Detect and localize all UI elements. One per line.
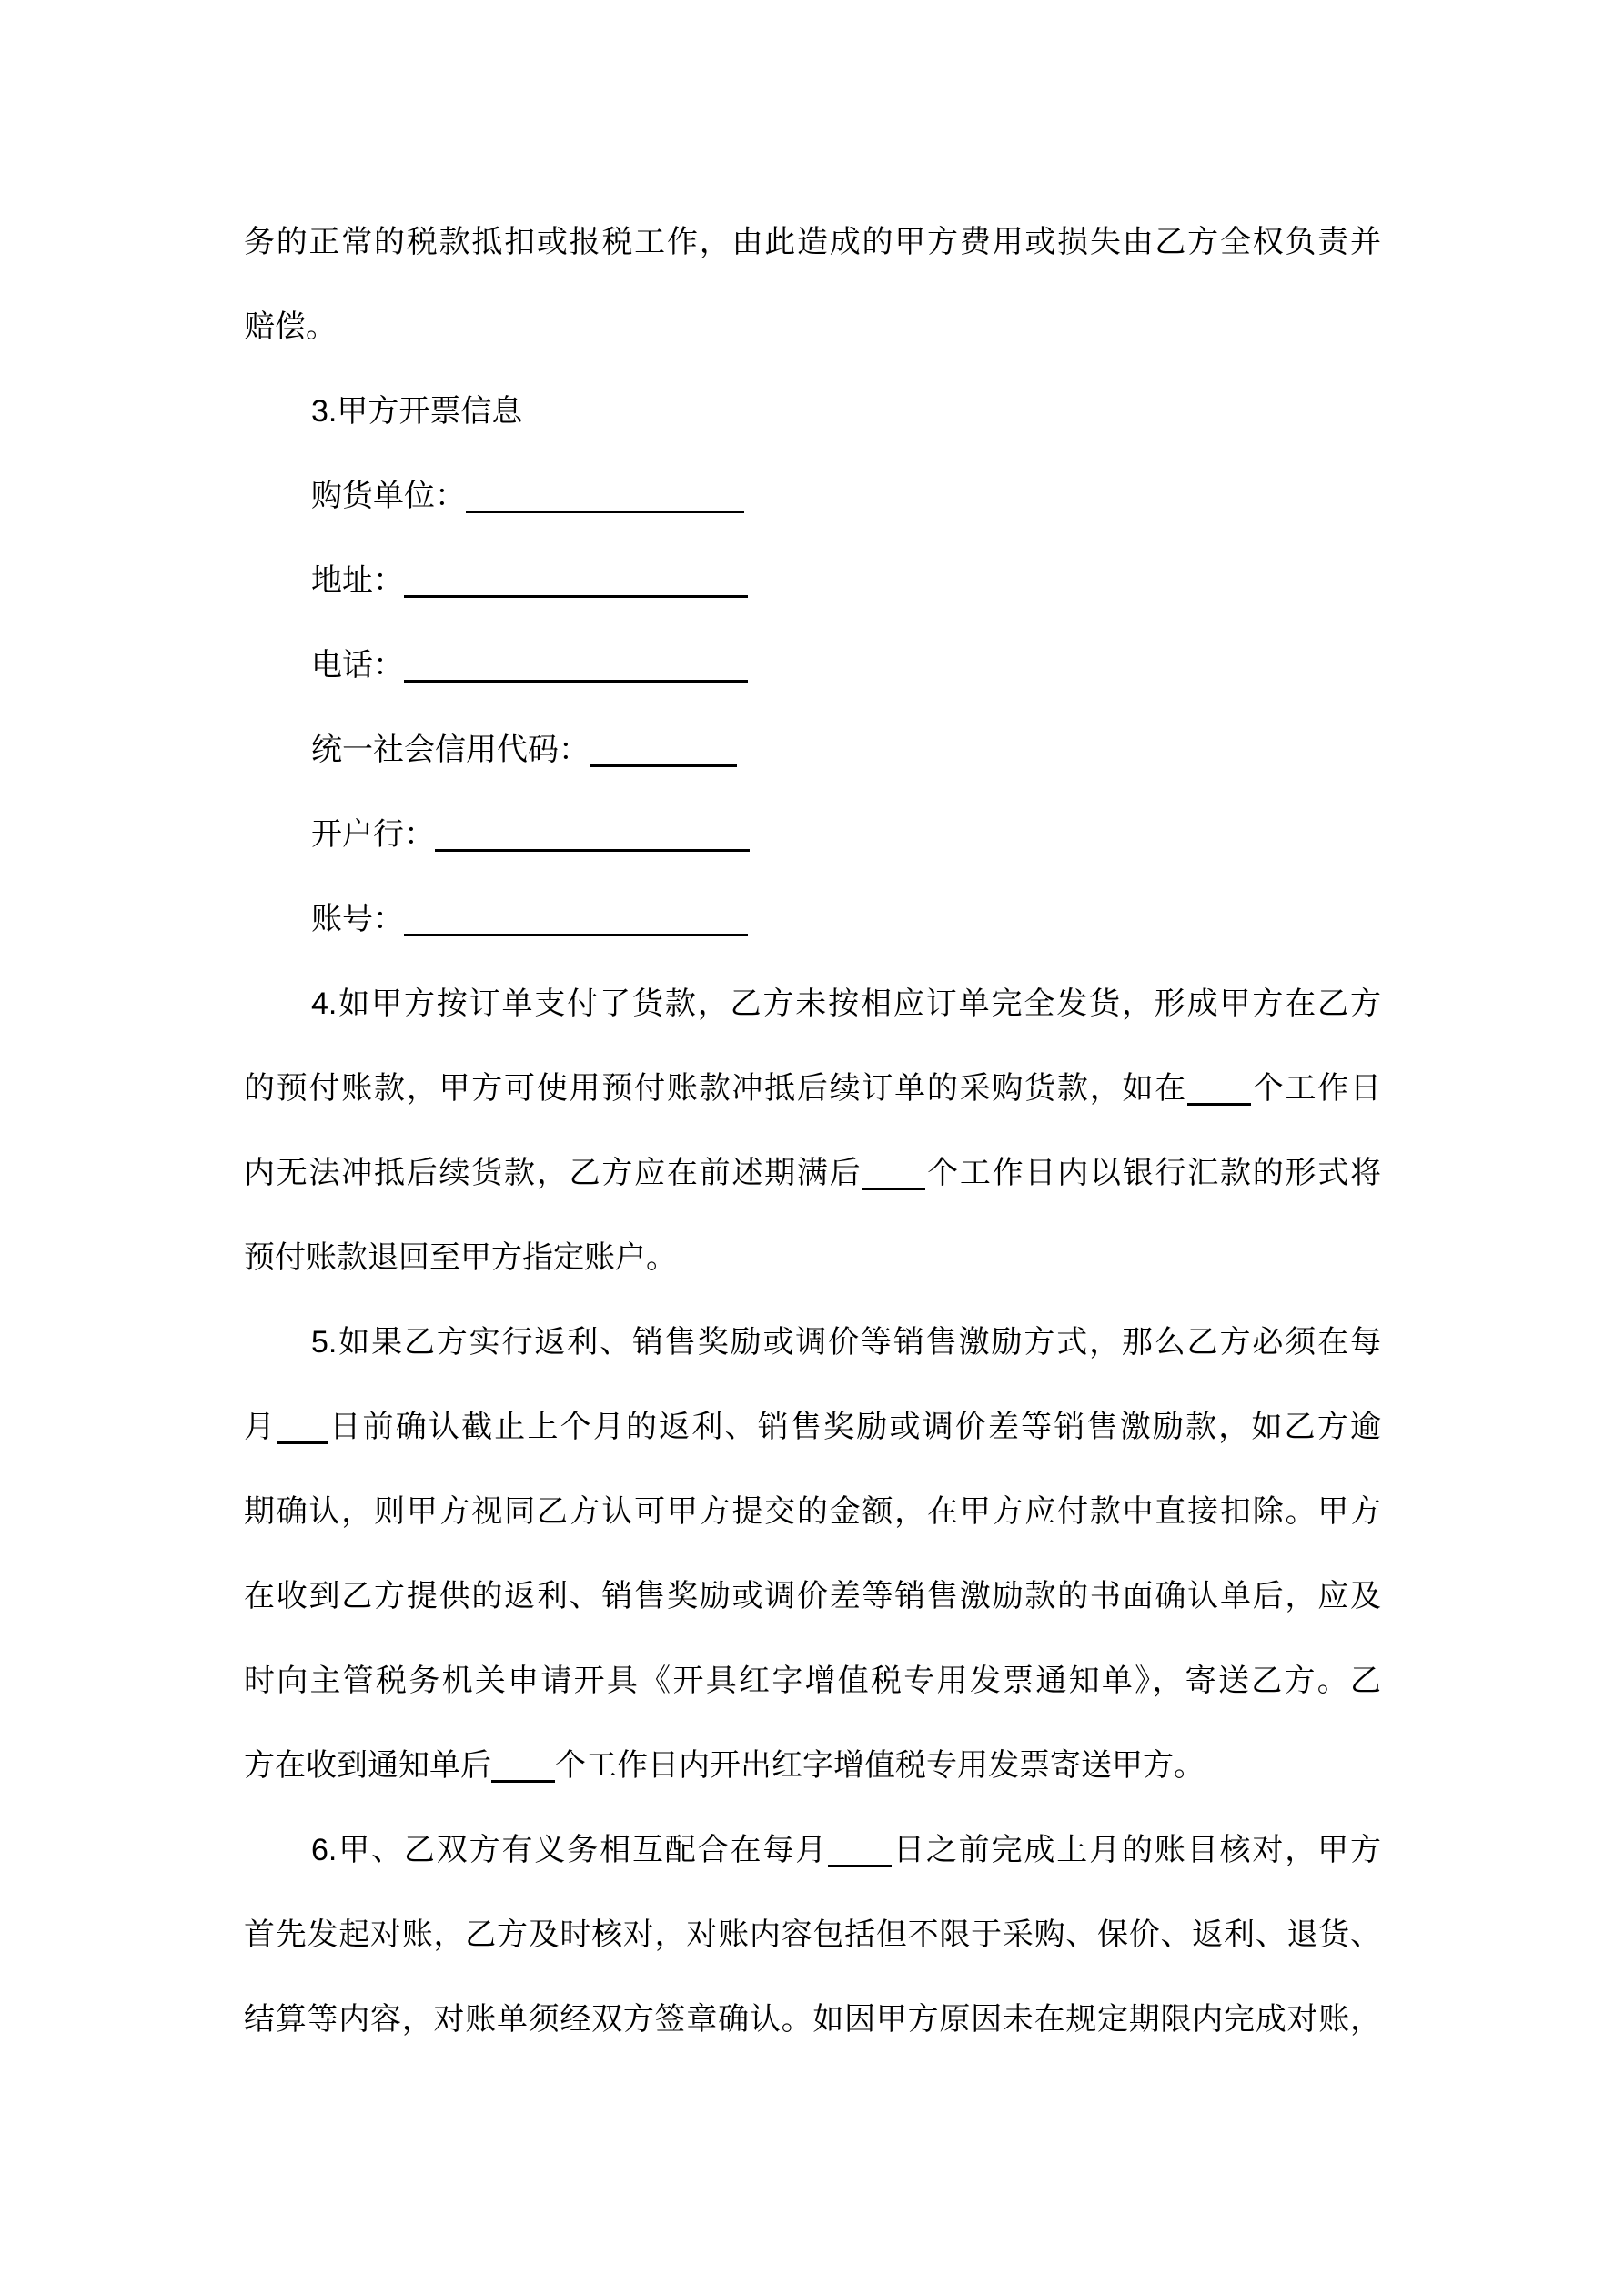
clause-4-line-4 bbox=[244, 1216, 1381, 1300]
text-run: 个工作日 bbox=[1250, 1071, 1381, 1106]
clause-5-line-4 bbox=[244, 1554, 1381, 1639]
text-run: 预付账款退回至甲方指定账户。 bbox=[244, 1240, 677, 1275]
clause-6-line-2 bbox=[244, 1893, 1381, 1977]
clause-5-line-6 bbox=[244, 1724, 1381, 1808]
text-run: 期确认，则甲方视同乙方认可甲方提交的金额，在甲方应付款中直接扣除。甲方 bbox=[244, 1494, 1381, 1529]
text-run: 购货单位： bbox=[311, 479, 466, 513]
field-phone bbox=[244, 623, 1381, 708]
field-credit-code bbox=[244, 708, 1381, 793]
field-account bbox=[244, 877, 1381, 962]
clause-4-line-1 bbox=[244, 962, 1381, 1047]
text-run: 时向主管税务机关申请开具《开具红字增值税专用发票通知单》，寄送乙方。乙 bbox=[244, 1664, 1381, 1698]
text-run: 账号： bbox=[311, 902, 404, 936]
clause-6-line-3 bbox=[244, 1977, 1381, 2062]
text-run: 3.甲方开票信息 bbox=[311, 394, 523, 429]
clause-4-line-3 bbox=[244, 1131, 1381, 1216]
text-run: 电话： bbox=[311, 648, 404, 683]
text-run: 开户行： bbox=[311, 817, 435, 852]
clause-2-line-end bbox=[244, 285, 1381, 369]
fill-in-blank-underline bbox=[491, 1780, 555, 1783]
text-run: 统一社会信用代码： bbox=[311, 733, 590, 767]
field-buyer-name bbox=[244, 454, 1381, 539]
fill-in-blank-underline bbox=[1187, 1103, 1251, 1106]
field-bank bbox=[244, 793, 1381, 877]
clause-5-line-3 bbox=[244, 1470, 1381, 1554]
clause-2-line-cont bbox=[244, 200, 1381, 285]
text-run: 结算等内容，对账单须经双方签章确认。如因甲方原因未在规定期限内完成对账， bbox=[244, 2002, 1381, 2037]
fill-in-blank-underline bbox=[590, 764, 737, 767]
clause-5-line-1 bbox=[244, 1300, 1381, 1385]
clause-5-line-2 bbox=[244, 1385, 1381, 1470]
fill-in-blank-underline bbox=[404, 595, 748, 598]
text-run: 5.如果乙方实行返利、销售奖励或调价等销售激励方式，那么乙方必须在每 bbox=[311, 1325, 1381, 1360]
text-run: 在收到乙方提供的返利、销售奖励或调价差等销售激励款的书面确认单后，应及 bbox=[244, 1579, 1381, 1613]
fill-in-blank-underline bbox=[828, 1865, 892, 1867]
text-run: 日前确认截止上个月的返利、销售奖励或调价差等销售激励款，如乙方逾 bbox=[328, 1410, 1382, 1444]
text-run: 月 bbox=[244, 1410, 277, 1444]
fill-in-blank-underline bbox=[466, 511, 744, 513]
text-run: 地址： bbox=[311, 563, 404, 598]
text-run: 方在收到通知单后 bbox=[244, 1748, 491, 1783]
text-run: 个工作日内以银行汇款的形式将 bbox=[925, 1156, 1382, 1190]
fill-in-blank-underline bbox=[277, 1441, 328, 1444]
text-run: 赔偿。 bbox=[244, 309, 337, 344]
heading-clause-3 bbox=[244, 369, 1381, 454]
text-run: 首先发起对账，乙方及时核对，对账内容包括但不限于采购、保价、返利、退货、 bbox=[244, 1917, 1381, 1952]
text-run: 内无法冲抵后续货款，乙方应在前述期满后 bbox=[244, 1156, 862, 1190]
text-run: 务的正常的税款抵扣或报税工作，由此造成的甲方费用或损失由乙方全权负责并 bbox=[244, 225, 1381, 259]
text-run: 日之前完成上月的账目核对，甲方 bbox=[892, 1833, 1381, 1867]
clause-4-line-2 bbox=[244, 1047, 1381, 1131]
clause-5-line-5 bbox=[244, 1639, 1381, 1724]
field-address bbox=[244, 539, 1381, 623]
text-run: 4.如甲方按订单支付了货款，乙方未按相应订单完全发货，形成甲方在乙方 bbox=[311, 986, 1381, 1021]
fill-in-blank-underline bbox=[404, 680, 748, 683]
fill-in-blank-underline bbox=[404, 934, 748, 936]
clause-6-line-1 bbox=[244, 1808, 1381, 1893]
text-run: 6.甲、乙双方有义务相互配合在每月 bbox=[311, 1833, 829, 1867]
text-run: 个工作日内开出红字增值税专用发票寄送甲方。 bbox=[555, 1748, 1205, 1783]
fill-in-blank-underline bbox=[862, 1188, 925, 1190]
text-run: 的预付账款，甲方可使用预付账款冲抵后续订单的采购货款，如在 bbox=[244, 1071, 1187, 1106]
fill-in-blank-underline bbox=[435, 849, 750, 852]
